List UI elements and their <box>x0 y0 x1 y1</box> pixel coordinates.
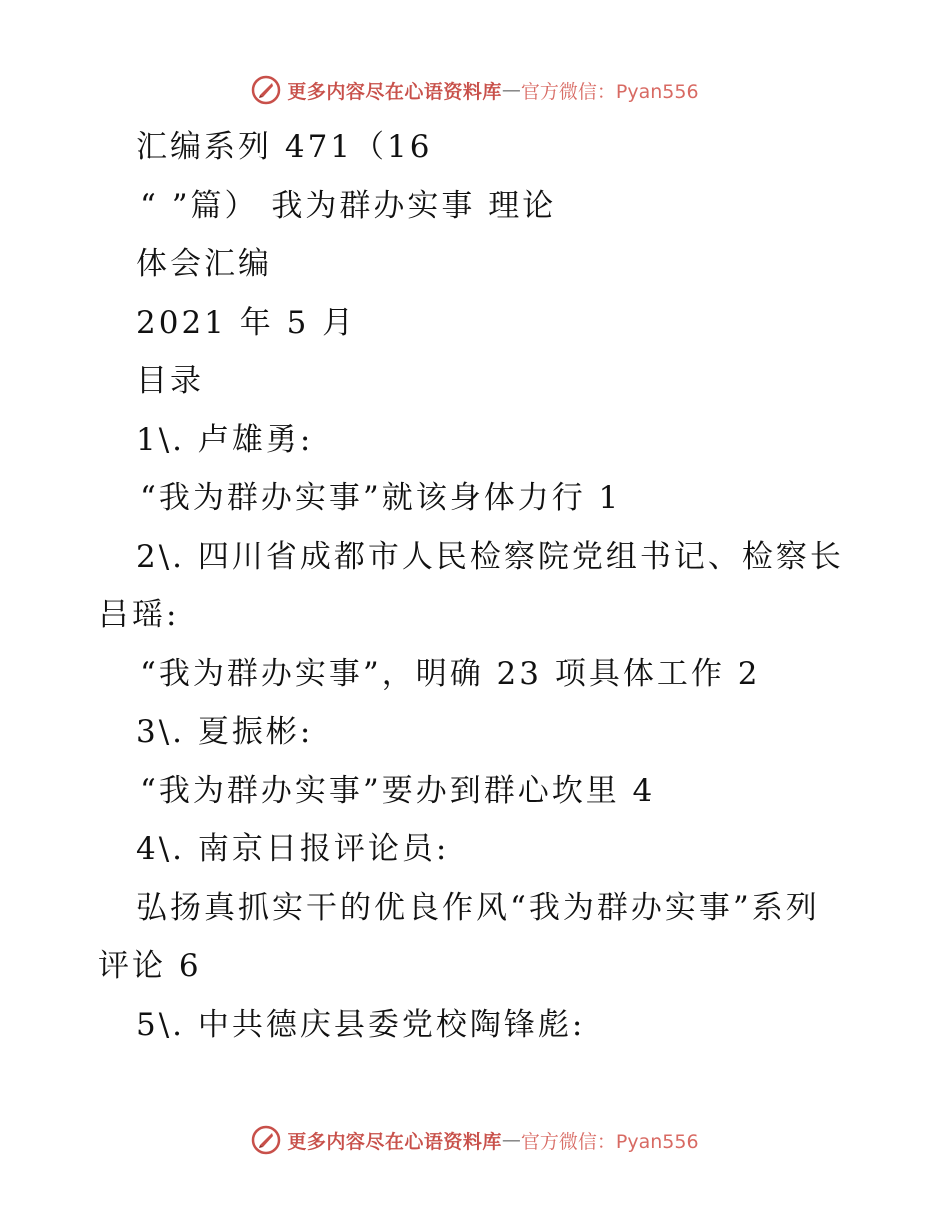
doc-date: 2021 年 5 月 <box>136 304 357 341</box>
watermark-wechat: 官方微信：Pyan556 <box>520 1130 699 1153</box>
watermark-separator: — <box>501 1129 521 1151</box>
toc-entry-3-title: “我为群办实事”要办到群心坎里 4 <box>140 772 656 809</box>
doc-title-line-2: “ ”篇） 我为群办实事 理论 <box>140 187 557 224</box>
header-watermark <box>0 70 950 110</box>
toc-entry-4-author: 4\. 南京日报评论员: <box>136 831 450 867</box>
toc-heading: 目录 <box>136 363 204 399</box>
quill-book-icon <box>251 1125 281 1155</box>
toc-entry-2-author: 2\. 四川省成都市人民检察院党组书记、检察长 <box>136 538 844 575</box>
toc-entry-1-author: 1\. 卢雄勇: <box>136 421 314 458</box>
doc-title-line-3: 体会汇编 <box>136 246 272 282</box>
toc-entry-4-title-cont: 评论 6 <box>98 948 202 984</box>
watermark-text: 更多内容尽在心语资料库 <box>287 80 502 103</box>
watermark-separator: — <box>501 79 521 101</box>
footer-watermark <box>0 1120 950 1160</box>
toc-entry-2-author-cont: 吕瑶: <box>98 597 180 633</box>
toc-entry-1-title: “我为群办实事”就该身体力行 1 <box>140 480 622 516</box>
watermark-text: 更多内容尽在心语资料库 <box>287 1130 502 1153</box>
doc-title-line-1: 汇编系列 471（16 <box>136 129 433 165</box>
quill-book-icon <box>251 75 281 105</box>
toc-entry-4-title: 弘扬真抓实干的优良作风“我为群办实事”系列 <box>136 889 820 926</box>
document-body <box>98 118 858 1054</box>
toc-entry-5-author: 5\. 中共德庆县委党校陶锋彪: <box>136 1006 586 1043</box>
watermark-wechat: 官方微信：Pyan556 <box>520 80 699 103</box>
toc-entry-2-title: “我为群办实事”，明确 23 项具体工作 2 <box>140 655 761 692</box>
toc-entry-3-author: 3\. 夏振彬: <box>136 714 314 750</box>
